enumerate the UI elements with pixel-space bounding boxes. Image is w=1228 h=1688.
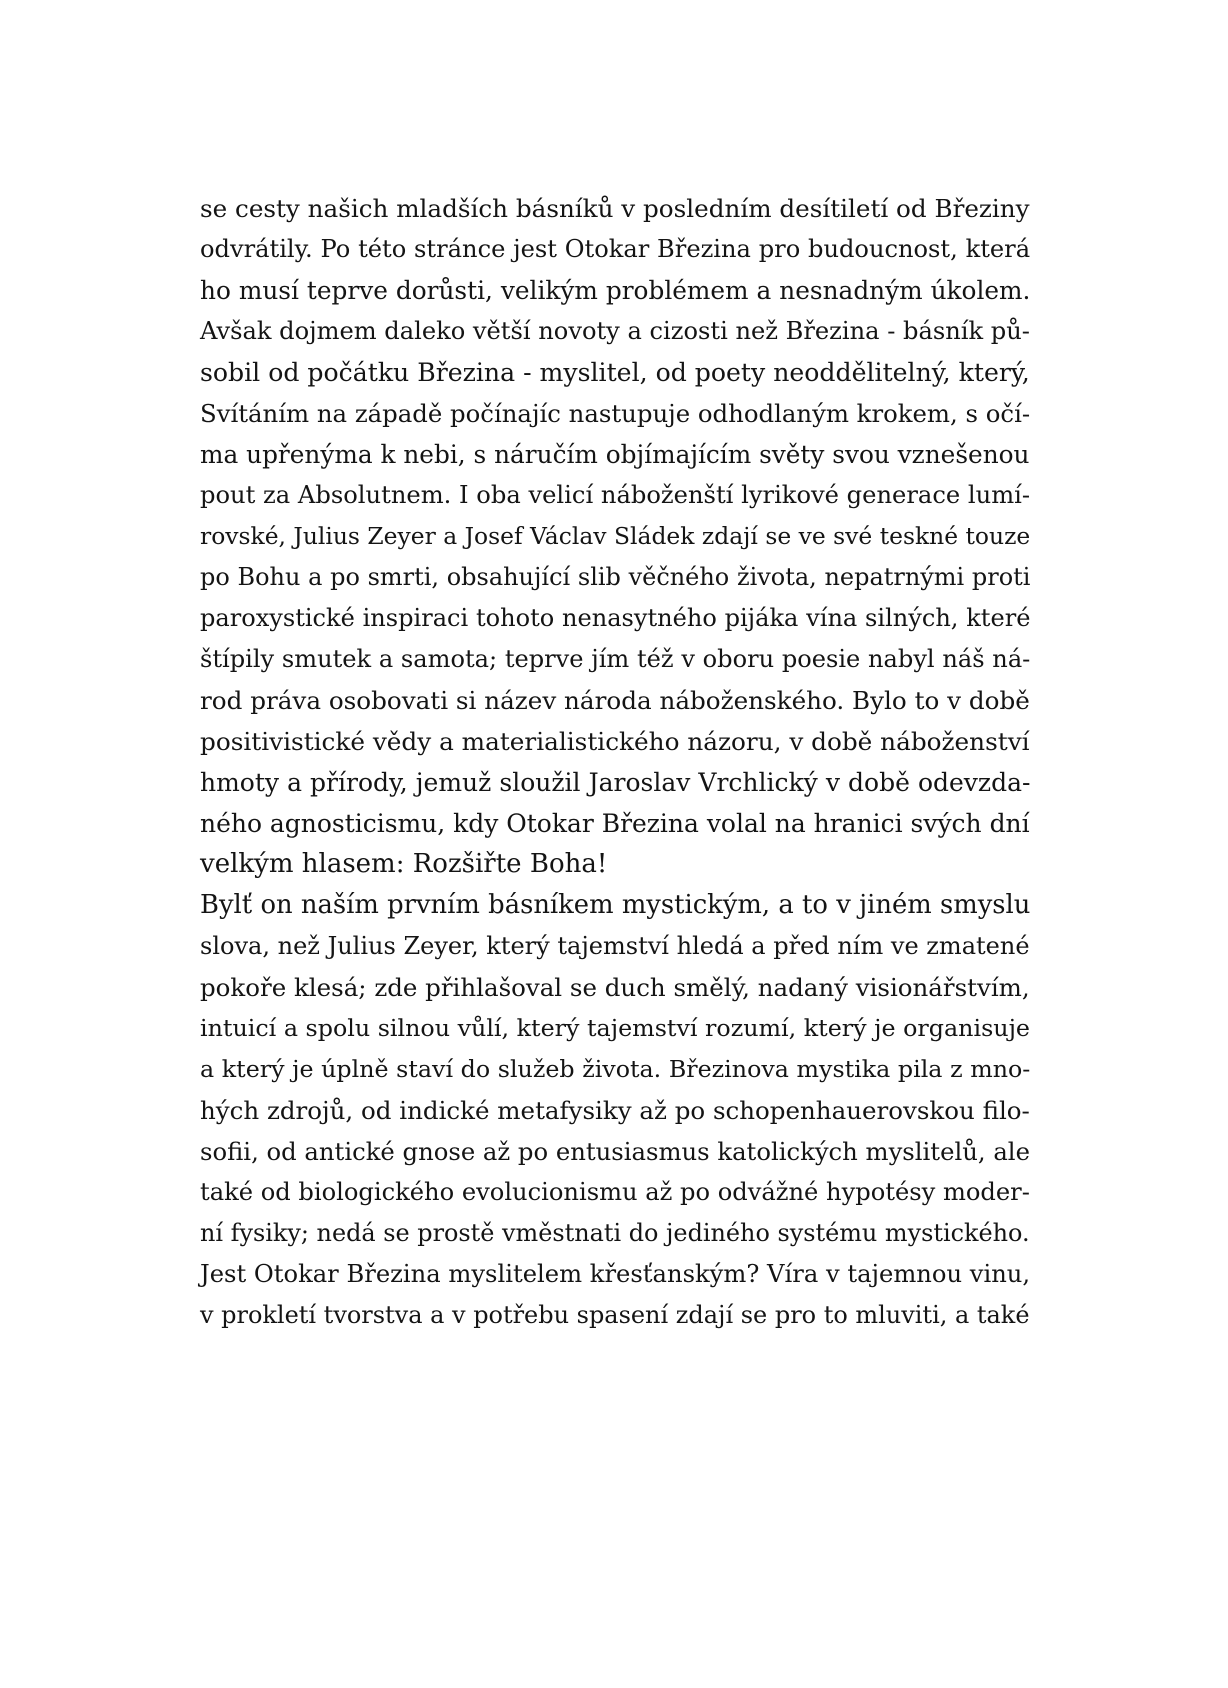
text-line: štípily smutek a samota; teprve jím též v oboru poesie nabyl náš ná- [200,645,1031,673]
text-line: v prokletí tvorstva a v potřebu spasení zdají se pro to mluviti, a také [200,1301,1030,1329]
text-line: se cesty našich mladších básníků v posledním desítiletí od Březiny [200,194,1030,223]
text-line: hmoty a přírody, jemuž sloužil Jaroslav Vrchlický v době odevzda- [200,768,1031,797]
text-line: slova, než Julius Zeyer, který tajemství hledá a před ním ve zmatené [200,932,1030,960]
text-line: také od biologického evolucionismu až po odvážné hypotésy moder- [200,1178,1030,1206]
text-line: velkým hlasem: Rozšiřte Boha! [200,849,608,879]
body-text [200,188,1030,1336]
text-line: po Bohu a po smrti, obsahující slib věčného života, nepatrnými proti [200,563,1031,591]
text-line: rovské, Julius Zeyer a Josef Václav Sládek zdají se ve své teskné touze [200,522,1031,550]
text-line: hých zdrojů, od indické metafysiky až po schopenhauerovskou filo- [200,1096,1030,1125]
text-line: pout za Absolutnem. I oba velicí náboženští lyrikové generace lumí- [200,481,1031,509]
text-line: positivistické vědy a materialistického názoru, v době náboženství [200,727,1030,756]
text-line: paroxystické inspiraci tohoto nenasytného pijáka vína silných, které [200,604,1031,632]
text-line: Svítáním na západě počínajíc nastupuje odhodlaným krokem, s očí- [200,399,1031,428]
text-line: a který je úplně staví do služeb života. Březinova mystika pila z mno- [200,1055,1031,1083]
text-line: sobil od počátku Březina - myslitel, od poety neoddělitelný, který, [200,358,1030,387]
text-line: Bylť on naším prvním básníkem mystickým, a to v jiném smyslu [200,890,1031,920]
text-line: intuicí a spolu silnou vůlí, který tajemství rozumí, který je organisuje [200,1014,1030,1042]
text-line: Avšak dojmem daleko větší novoty a cizosti než Březina - básník pů- [200,317,1030,345]
text-line: sofii, od antické gnose až po entusiasmus katolických myslitelů, ale [200,1137,1030,1166]
text-line: ní fysiky; nedá se prostě vměstnati do jediného systému mystického. [200,1219,1030,1247]
text-line: Jest Otokar Březina myslitelem křesťanským? Víra v tajemnou vinu, [200,1260,1031,1288]
text-line: ného agnosticismu, kdy Otokar Březina volal na hranici svých dní [200,809,1030,838]
text-line: pokoře klesá; zde přihlašoval se duch smělý, nadaný visionářstvím, [200,973,1030,1002]
text-line: ma upřenýma k nebi, s náručím objímajícím světy svou vznešenou [200,440,1030,469]
text-line: odvrátily. Po této stránce jest Otokar Březina pro budoucnost, která [200,235,1031,263]
text-line: rod práva osobovati si název národa náboženského. Bylo to v době [200,686,1030,715]
text-line: ho musí teprve dorůsti, velikým problémem a nesnadným úkolem. [200,276,1031,305]
